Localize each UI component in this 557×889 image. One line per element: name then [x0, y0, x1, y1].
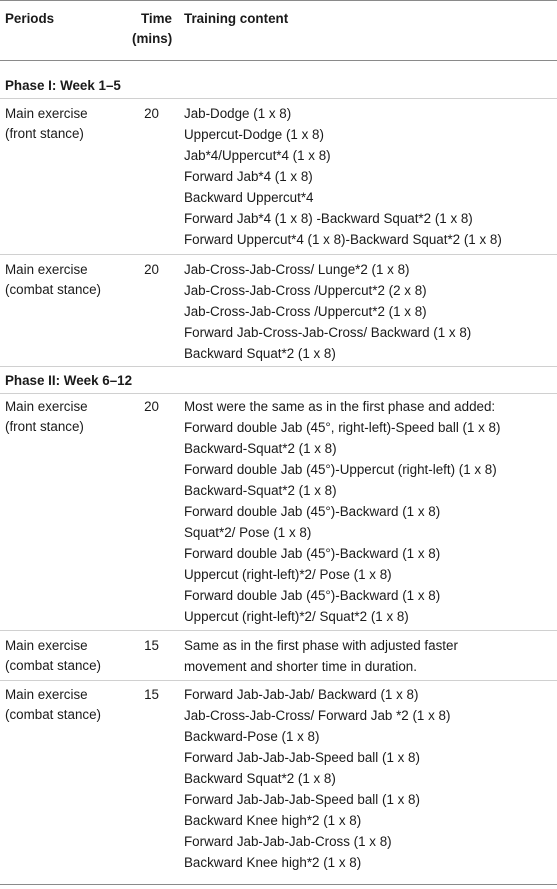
row-divider — [0, 680, 557, 681]
content-line: Forward double Jab (45°)-Backward (1 x 8) — [184, 546, 441, 561]
content-line: Forward Jab-Jab-Jab-Speed ball (1 x 8) — [184, 792, 420, 807]
period-label: Main exercise — [5, 106, 88, 121]
header-time: Time — [140, 11, 172, 26]
period-stance: (combat stance) — [5, 658, 102, 673]
content-line: Jab-Cross-Jab-Cross /Uppercut*2 (1 x 8) — [184, 304, 427, 319]
row-divider — [0, 630, 557, 631]
period-stance: (front stance) — [5, 419, 84, 434]
content-line: Backward-Squat*2 (1 x 8) — [184, 483, 337, 498]
content-line: Backward Squat*2 (1 x 8) — [184, 771, 336, 786]
content-line: Jab-Cross-Jab-Cross /Uppercut*2 (2 x 8) — [184, 283, 427, 298]
content-line: Jab-Dodge (1 x 8) — [184, 106, 292, 121]
row-divider — [0, 393, 557, 394]
row-divider — [0, 254, 557, 255]
content-line: Same as in the first phase with adjusted faster — [184, 638, 458, 653]
phase-title: Phase I: Week 1–5 — [5, 78, 121, 93]
content-line: Backward Uppercut*4 — [184, 190, 314, 205]
content-line: Forward double Jab (45°, right-left)-Speed ball (1 x 8) — [184, 420, 501, 435]
table-bottom-rule — [0, 884, 557, 885]
content-line: Forward double Jab (45°)-Uppercut (right-left) (1 x 8) — [184, 462, 497, 477]
period-label: Main exercise — [5, 262, 88, 277]
content-line: Jab-Cross-Jab-Cross/ Forward Jab *2 (1 x 8) — [184, 708, 451, 723]
phase-title: Phase II: Week 6–12 — [5, 373, 133, 388]
time-value: 15 — [144, 687, 159, 702]
time-value: 15 — [144, 638, 159, 653]
table-top-rule — [0, 0, 557, 1]
content-line: Forward Jab-Cross-Jab-Cross/ Backward (1 x 8) — [184, 325, 472, 340]
period-stance: (front stance) — [5, 126, 84, 141]
period-stance: (combat stance) — [5, 282, 102, 297]
header-training-content: Training content — [184, 11, 289, 26]
time-value: 20 — [144, 262, 159, 277]
row-divider — [0, 98, 557, 99]
content-line: Forward Jab-Jab-Jab-Cross (1 x 8) — [184, 834, 392, 849]
header-periods: Periods — [5, 11, 55, 26]
content-line: Uppercut (right-left)*2/ Squat*2 (1 x 8) — [184, 609, 409, 624]
content-line: Backward-Pose (1 x 8) — [184, 729, 320, 744]
content-line: Forward Jab-Jab-Jab/ Backward (1 x 8) — [184, 687, 419, 702]
content-line: Forward Jab*4 (1 x 8) -Backward Squat*2 (1 x 8) — [184, 211, 473, 226]
period-label: Main exercise — [5, 687, 88, 702]
content-line: Jab*4/Uppercut*4 (1 x 8) — [184, 148, 331, 163]
time-value: 20 — [144, 399, 159, 414]
content-line: Uppercut-Dodge (1 x 8) — [184, 127, 324, 142]
period-stance: (combat stance) — [5, 707, 102, 722]
content-line: Most were the same as in the first phase and added: — [184, 399, 496, 414]
content-line: Uppercut (right-left)*2/ Pose (1 x 8) — [184, 567, 392, 582]
content-line: Forward double Jab (45°)-Backward (1 x 8) — [184, 504, 441, 519]
content-line: movement and shorter time in duration. — [184, 659, 417, 674]
content-line: Forward Jab*4 (1 x 8) — [184, 169, 313, 184]
content-line: Backward Knee high*2 (1 x 8) — [184, 855, 362, 870]
period-label: Main exercise — [5, 638, 88, 653]
time-value: 20 — [144, 106, 159, 121]
row-divider — [0, 366, 557, 367]
content-line: Backward Knee high*2 (1 x 8) — [184, 813, 362, 828]
content-line: Squat*2/ Pose (1 x 8) — [184, 525, 312, 540]
content-line: Forward Jab-Jab-Jab-Speed ball (1 x 8) — [184, 750, 420, 765]
period-label: Main exercise — [5, 399, 88, 414]
header-rule — [0, 60, 557, 61]
header-time-unit: (mins) — [132, 31, 173, 46]
content-line: Jab-Cross-Jab-Cross/ Lunge*2 (1 x 8) — [184, 262, 410, 277]
content-line: Backward Squat*2 (1 x 8) — [184, 346, 336, 361]
content-line: Forward Uppercut*4 (1 x 8)-Backward Squat*2 (1 x 8) — [184, 232, 502, 247]
content-line: Forward double Jab (45°)-Backward (1 x 8) — [184, 588, 441, 603]
content-line: Backward-Squat*2 (1 x 8) — [184, 441, 337, 456]
